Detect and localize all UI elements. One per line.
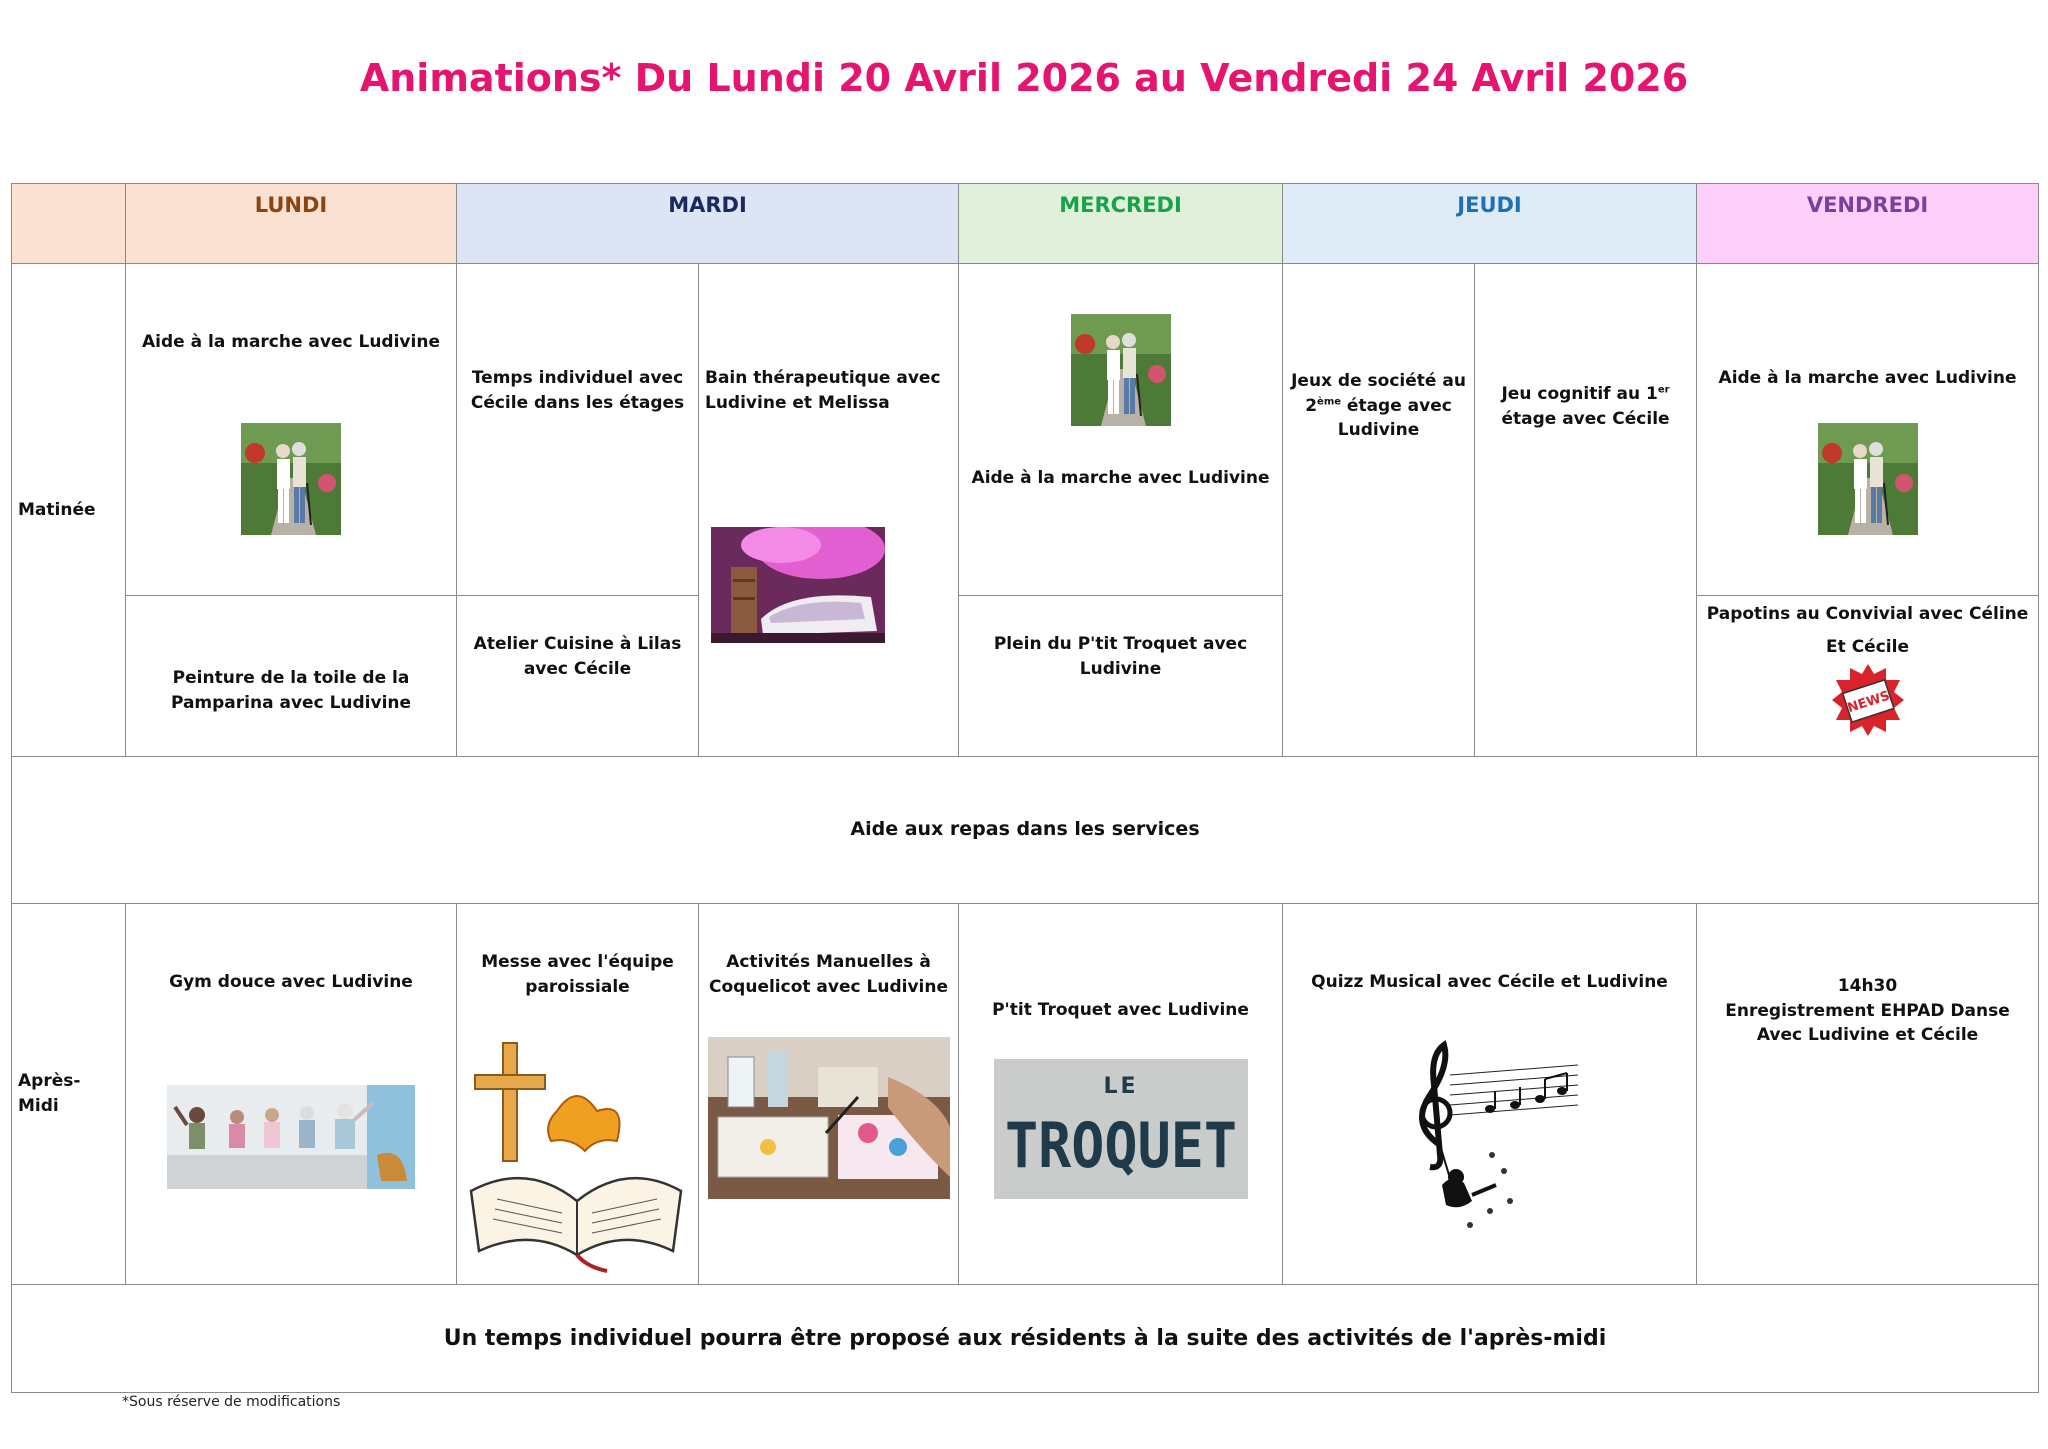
cell-jeudi-pm bbox=[1283, 904, 1697, 1285]
crafts-photo bbox=[708, 1037, 950, 1199]
cell-mercredi-am1 bbox=[959, 264, 1283, 596]
bible-cross-icon bbox=[467, 1041, 689, 1273]
activity-text: Quizz Musical avec Cécile et Ludivine bbox=[1311, 972, 1668, 992]
meal-row: Aide aux repas dans les services bbox=[12, 757, 2039, 904]
activity-text: Aide à la marche avec Ludivine bbox=[971, 468, 1270, 488]
troquet-logo bbox=[994, 1059, 1248, 1199]
row-label-apres-midi: Après- Midi bbox=[12, 904, 126, 1285]
cell-mardi-pm2 bbox=[699, 904, 959, 1285]
cell-jeudi-am2 bbox=[1475, 264, 1697, 757]
cell-mardi-am3 bbox=[457, 596, 699, 757]
activity-time: 14h30 bbox=[1837, 976, 1898, 996]
activity-text: Papotins au Convivial avec Céline bbox=[1706, 604, 2029, 624]
cell-lundi-pm bbox=[126, 904, 457, 1285]
activity-text: Et Cécile bbox=[1826, 637, 1909, 658]
header-mardi: MARDI bbox=[457, 184, 959, 264]
svg-text:TROQUET: TROQUET bbox=[1004, 1108, 1237, 1182]
activity-text: Bain thérapeutique avec Ludivine et Melissa bbox=[705, 368, 941, 413]
activity-text: Aide à la marche avec Ludivine bbox=[142, 332, 440, 352]
cell-mardi-pm1 bbox=[457, 904, 699, 1285]
news-icon bbox=[1830, 662, 1906, 738]
activity-text: Plein du P'tit Troquet avec Ludivine bbox=[993, 634, 1248, 679]
cell-mardi-am2 bbox=[699, 264, 959, 757]
schedule-table bbox=[11, 183, 2039, 1393]
footnote: *Sous réserve de modifications bbox=[122, 1394, 341, 1410]
cell-vendredi-am2 bbox=[1697, 596, 2039, 757]
cell-lundi-am1 bbox=[126, 264, 457, 596]
cell-lundi-am2 bbox=[126, 596, 457, 757]
activity-text: Avec Ludivine et Cécile bbox=[1756, 1025, 1979, 1046]
spa-bath-photo bbox=[711, 527, 885, 643]
header-mercredi: MERCREDI bbox=[959, 184, 1283, 264]
activity-text: Gym douce avec Ludivine bbox=[169, 972, 413, 992]
row-label-matinee bbox=[12, 264, 126, 757]
activity-text: Messe avec l'équipe paroissiale bbox=[481, 952, 674, 997]
activity-text: Atelier Cuisine à Lilas avec Cécile bbox=[473, 634, 682, 679]
cell-jeudi-am1 bbox=[1283, 264, 1475, 757]
walking-photo bbox=[241, 423, 341, 535]
cell-vendredi-pm bbox=[1697, 904, 2039, 1285]
header-jeudi: JEUDI bbox=[1283, 184, 1697, 264]
activity-text: P'tit Troquet avec Ludivine bbox=[992, 1000, 1249, 1020]
cell-vendredi-am1 bbox=[1697, 264, 2039, 596]
page-title: Animations* Du Lundi 20 Avril 2026 au Vendredi 24 Avril 2026 bbox=[359, 56, 1689, 100]
footer-note-row: Un temps individuel pourra être proposé aux résidents à la suite des activités de l'après-midi bbox=[12, 1285, 2039, 1393]
music-notes-icon bbox=[1400, 1035, 1580, 1235]
header-vendredi: VENDREDI bbox=[1697, 184, 2039, 264]
activity-text: Jeu cognitif au 1er étage avec Cécile bbox=[1501, 384, 1670, 429]
activity-text: Peinture de la toile de la Pamparina avec Ludivine bbox=[170, 668, 412, 713]
activity-text: Jeux de société au 2ème étage avec Ludivine bbox=[1291, 371, 1466, 441]
svg-text:NEWS: NEWS bbox=[1845, 688, 1892, 717]
activity-text: Aide à la marche avec Ludivine bbox=[1718, 368, 2017, 388]
cell-mardi-am1 bbox=[457, 264, 699, 596]
cell-mercredi-pm bbox=[959, 904, 1283, 1285]
svg-text:LE: LE bbox=[1102, 1073, 1139, 1099]
cell-mercredi-am2 bbox=[959, 596, 1283, 757]
header-lundi: LUNDI bbox=[126, 184, 457, 264]
activity-text: Activités Manuelles à Coquelicot avec Ludivine bbox=[709, 952, 948, 997]
activity-text: Enregistrement EHPAD Danse bbox=[1725, 1000, 2010, 1021]
activity-text: Temps individuel avec Cécile dans les étages bbox=[470, 368, 685, 413]
row-label-text: Matinée bbox=[18, 499, 96, 520]
corner-cell bbox=[12, 184, 126, 264]
gym-photo bbox=[167, 1085, 415, 1189]
walking-photo bbox=[1071, 314, 1171, 426]
walking-photo bbox=[1818, 423, 1918, 535]
